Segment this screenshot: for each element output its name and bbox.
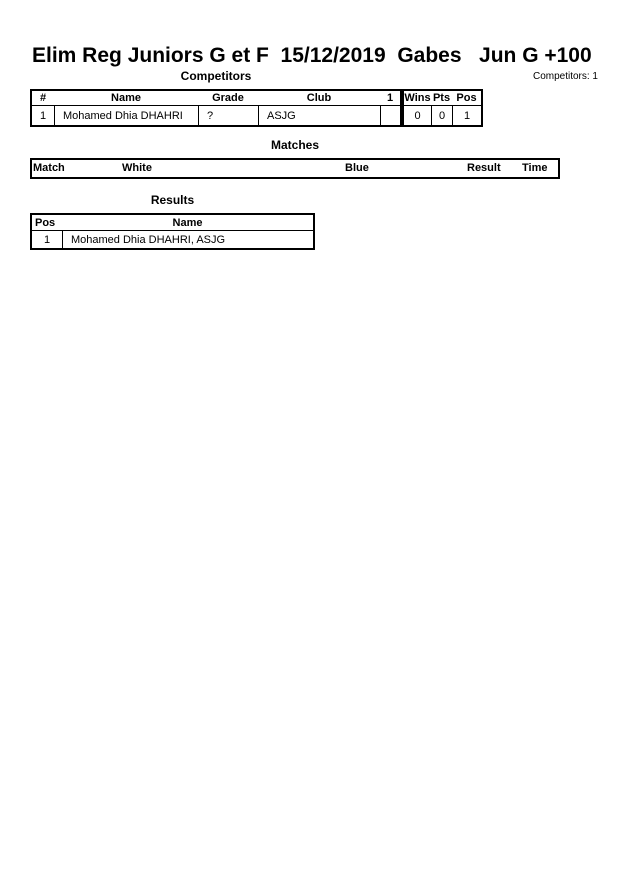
- competitor-num: 1: [39, 109, 47, 122]
- competitors-table: [30, 89, 402, 127]
- col-header-wins: Wins: [404, 92, 431, 104]
- results-table: [30, 213, 315, 250]
- col-header-white: White: [122, 162, 152, 174]
- col-header-blue: Blue: [345, 162, 369, 174]
- col-header-num: #: [39, 92, 47, 104]
- col-header-result: Result: [467, 162, 501, 174]
- col-header-club: Club: [306, 92, 332, 104]
- competitor-club: ASJG: [258, 106, 380, 125]
- competitors-section-label: Competitors: [180, 69, 252, 83]
- matches-table: [30, 158, 560, 179]
- results-section-label: Results: [150, 193, 195, 207]
- col-header-time: Time: [522, 162, 548, 174]
- col-header-pos: Pos: [456, 92, 477, 104]
- col-header-result-pos: Pos: [35, 216, 56, 229]
- score-header-row: [404, 91, 481, 106]
- col-header-pts: Pts: [432, 92, 451, 104]
- score-row: [404, 106, 481, 125]
- competitors-header-row: [32, 91, 400, 106]
- col-header-round1: 1: [386, 92, 394, 104]
- col-header-match: Match: [33, 162, 65, 174]
- competitor-pos: 1: [452, 106, 481, 125]
- competitor-name: Mohamed Dhia DHAHRI: [54, 106, 198, 125]
- competitor-grade: ?: [198, 106, 258, 125]
- col-header-name: Name: [111, 92, 141, 104]
- competitors-count: Competitors: 1: [532, 71, 598, 82]
- col-header-result-name: Name: [172, 216, 203, 229]
- col-header-grade: Grade: [212, 92, 244, 104]
- matches-section-label: Matches: [270, 138, 320, 152]
- result-pos: 1: [43, 233, 51, 246]
- competitor-pts: 0: [431, 106, 452, 125]
- competitor-round1: [380, 106, 400, 125]
- competitors-score-table: [402, 89, 483, 127]
- result-name: Mohamed Dhia DHAHRI, ASJG: [62, 231, 313, 248]
- page-title: Elim Reg Juniors G et F 15/12/2019 Gabes Jun G +100: [32, 44, 592, 67]
- competitor-row: [32, 106, 400, 125]
- results-header-row: [32, 215, 313, 231]
- result-row: [32, 231, 313, 248]
- competitor-wins: 0: [414, 109, 421, 122]
